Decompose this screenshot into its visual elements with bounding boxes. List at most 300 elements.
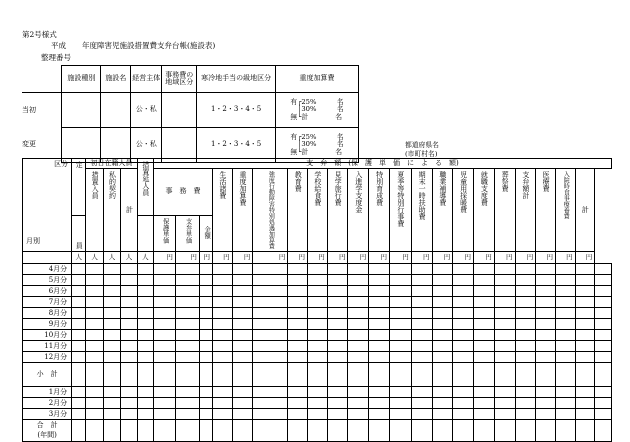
ledger-cell [72,286,86,297]
ledger-cell [515,431,536,442]
ledger-cell [175,409,199,420]
month-label: 5月分 [23,275,72,286]
ledger-cell [72,308,86,319]
ledger-cell [411,308,432,319]
ledger-cell [575,398,595,409]
ledger-cell [369,363,390,387]
cell-change-management: 公・私 [131,128,162,163]
ledger-cell [154,319,176,330]
ledger-cell [369,264,390,275]
ledger-cell [389,398,411,409]
corner-top-label: 区分 [54,160,69,168]
ledger-cell [327,286,348,297]
ledger-cell [369,308,390,319]
severe-bracket-initial: 有┌25% 名 │30% 名 無└計 名 [290,97,344,121]
col-grand-total: 計 [575,169,595,252]
col-severe-add: 重度加算費 [276,66,359,93]
ledger-cell [199,297,212,308]
col-office-pay-price: 支弁単価 [175,216,199,252]
col-school-prep: 入進学支度金 [348,169,369,252]
ledger-cell [494,264,515,275]
ledger-cell [348,308,369,319]
ledger-cell [515,330,536,341]
ledger-cell [348,319,369,330]
ledger-cell [432,286,453,297]
table-row [23,330,612,341]
ledger-cell [555,431,575,442]
ledger-cell [213,308,233,319]
table-row [23,264,612,275]
facility-corner [22,66,62,93]
ledger-cell [453,387,474,398]
ledger-cell [103,409,120,420]
ledger-cell [308,352,328,363]
unit-field-trip: 円 [327,252,348,264]
ledger-cell [232,319,253,330]
ledger-cell [536,319,556,330]
ledger-cell [348,286,369,297]
ledger-cell [103,319,120,330]
ledger-cell [575,319,595,330]
ledger-cell [389,352,411,363]
table-row [23,363,612,387]
ledger-cell [432,341,453,352]
ledger-cell [103,431,120,442]
ledger-cell [232,363,253,387]
ledger-cell [389,420,411,431]
ledger-cell [253,264,288,275]
ledger-cell [432,431,453,442]
ledger-cell [232,297,253,308]
unit-school-prep: 円 [348,252,369,264]
ledger-cell [154,308,176,319]
ledger-cell [72,420,86,431]
ledger-cell [199,431,212,442]
ledger-cell [575,264,595,275]
ledger-cell [575,420,595,431]
ledger-cell [575,341,595,352]
unit-extension: 人 [137,252,153,264]
ledger-cell [103,420,120,431]
ledger-cell [199,264,212,275]
ledger-cell [348,409,369,420]
ledger-cell [137,352,153,363]
ledger-cell [474,264,495,275]
ledger-cell [555,319,575,330]
ledger-cell [137,319,153,330]
ledger-cell [595,297,612,308]
col-severe: 重度加算費 [232,169,253,252]
ledger-cell [288,387,308,398]
ledger-cell [595,319,612,330]
ledger-cell [432,352,453,363]
ledger-cell [253,341,288,352]
ledger-cell [453,363,474,387]
ledger-cell [86,398,103,409]
ledger-cell [348,297,369,308]
ledger-cell [555,330,575,341]
unit-measure: 人 [86,252,103,264]
ledger-cell [595,398,612,409]
ledger-cell [515,387,536,398]
ledger-cell [575,387,595,398]
ledger-cell [536,275,556,286]
ledger-cell [213,363,233,387]
ledger-cell [453,341,474,352]
severe-bracket-change: 有┌25% 名 │30% 名 無└計 名 [290,132,344,156]
ledger-cell [199,420,212,431]
ledger-cell [121,431,137,442]
unit-hospital-meal: 円 [555,252,575,264]
cell-initial-cold-zone: 1・2・3・4・5 [197,93,276,128]
era-label: 平成 [51,41,66,50]
ledger-cell [411,341,432,352]
ledger-cell [121,319,137,330]
ledger-cell [411,387,432,398]
ledger-cell [494,308,515,319]
ledger-cell [536,420,556,431]
ledger-cell [453,409,474,420]
ledger-cell [103,398,120,409]
ledger-cell [253,409,288,420]
ledger-cell [515,363,536,387]
ledger-cell [474,363,495,387]
month-label: 6月分 [23,286,72,297]
ledger-cell [348,398,369,409]
ledger-cell [411,275,432,286]
ledger-cell [432,264,453,275]
ledger-cell [308,275,328,286]
ledger-cell [137,297,153,308]
month-label: 7月分 [23,297,72,308]
ledger-cell [474,286,495,297]
month-label: 12月分 [23,352,72,363]
ledger-cell [121,275,137,286]
ledger-cell [308,286,328,297]
ledger-cell [595,420,612,431]
ledger-cell [86,308,103,319]
ledger-cell [474,352,495,363]
ledger-cell [253,387,288,398]
ledger-cell [494,398,515,409]
ledger-cell [348,363,369,387]
ledger-cell [199,341,212,352]
ledger-cell [308,319,328,330]
ledger-cell [575,352,595,363]
ledger-cell [327,420,348,431]
ledger-cell [515,264,536,275]
table-row [23,431,612,442]
col-enrolled-group: 初日在籍人員 [86,159,137,169]
col-enrolled-total: 計 [121,169,137,252]
ledger-cell [253,330,288,341]
ledger-cell [154,387,176,398]
ledger-cell [453,308,474,319]
ledger-cell [389,308,411,319]
col-education: 教育費 [288,169,308,252]
ledger-cell [555,409,575,420]
table-row [23,420,612,431]
table-row [23,297,612,308]
ledger-cell [369,420,390,431]
unit-term-end: 円 [411,252,432,264]
ledger-cell [288,420,308,431]
ledger-cell [327,409,348,420]
ledger-cell [348,431,369,442]
month-label: 3月分 [23,409,72,420]
ledger-cell [453,431,474,442]
ledger-cell [308,420,328,431]
ledger-cell [288,363,308,387]
month-rows [23,264,612,442]
ledger-cell [432,319,453,330]
ledger-cell [175,363,199,387]
ledger-cell [555,352,575,363]
unit-corner [23,252,72,264]
ledger-cell [595,264,612,275]
ledger-cell [555,275,575,286]
ledger-cell [536,363,556,387]
ledger-cell [175,420,199,431]
ledger-cell [253,420,288,431]
ledger-cell [232,398,253,409]
ledger-cell [348,330,369,341]
ledger-cell [103,352,120,363]
ledger-cell [327,387,348,398]
ledger-cell [213,275,233,286]
ledger-cell [213,341,233,352]
ledger-cell [154,275,176,286]
ledger-cell [348,275,369,286]
ledger-cell [389,264,411,275]
ledger-cell [453,398,474,409]
ledger-cell [432,387,453,398]
ledger-cell [288,308,308,319]
ledger-cell [515,409,536,420]
ledger-cell [308,363,328,387]
ledger-cell [288,431,308,442]
unit-school-lunch: 円 [308,252,328,264]
month-label: 10月分 [23,330,72,341]
ledger-cell [232,409,253,420]
col-pay-group: 支 弁 額 (保 護 単 価 に よ る 額) [154,159,612,169]
table-row [23,409,612,420]
ledger-cell [86,319,103,330]
col-behavior: 強度行動障害特別処遇加算費 [253,169,288,252]
prefecture-label: 都道府県名 [405,141,439,149]
ledger-cell [453,264,474,275]
ledger-cell [103,286,120,297]
table-row [23,398,612,409]
ledger-cell [308,387,328,398]
ledger-cell [86,286,103,297]
ledger-cell [288,341,308,352]
ledger-cell [515,275,536,286]
ledger-cell [536,286,556,297]
ledger-cell [595,363,612,387]
unit-special-care: 円 [369,252,390,264]
col-school-lunch: 学校給食費 [308,169,328,252]
ledger-cell [369,431,390,442]
document-title: 年度障害児施設措置費支弁台帳(施設表) [82,41,216,50]
ledger-cell [199,409,212,420]
ledger-cell [474,387,495,398]
ledger-cell [72,297,86,308]
ledger-cell [432,420,453,431]
ledger-cell [575,275,595,286]
col-fixed-unit: 員 [72,216,86,252]
ledger-cell [327,330,348,341]
ledger-cell [327,363,348,387]
cell-change-cold-zone: 1・2・3・4・5 [197,128,276,163]
month-label: 11月分 [23,341,72,352]
ledger-cell [595,308,612,319]
cell-initial-name [101,93,131,128]
ledger-cell [213,264,233,275]
ledger-cell [213,330,233,341]
ledger-cell [515,319,536,330]
table-row [23,286,612,297]
ledger-cell [72,363,86,387]
ledger-cell [555,286,575,297]
ledger-cell [327,352,348,363]
cell-initial-management: 公・私 [131,93,162,128]
ledger-cell [432,363,453,387]
ledger-cell [288,330,308,341]
ledger-cell [555,297,575,308]
ledger-cell [175,352,199,363]
ledger-cell [453,286,474,297]
col-heating: 児童用採暖費 [453,169,474,252]
ledger-cell [453,420,474,431]
ledger-cell [432,409,453,420]
col-employment: 就職支度費 [474,169,495,252]
ledger-cell [308,308,328,319]
corner-bottom-label: 月別 [26,237,40,245]
unit-funeral: 円 [494,252,515,264]
ledger-cell [348,264,369,275]
ledger-cell [536,308,556,319]
ledger-cell [253,363,288,387]
ledger-cell [86,431,103,442]
ledger-cell [137,264,153,275]
ledger-cell [575,308,595,319]
col-facility-type: 施設種別 [62,66,101,93]
ledger-cell [575,409,595,420]
col-summer-event: 夏季等特別行事費 [389,169,411,252]
ledger-cell [213,431,233,442]
row-initial-label: 当初 [22,93,62,128]
ledger-cell [175,286,199,297]
ledger-cell [474,319,495,330]
ledger-cell [103,308,120,319]
ledger-cell [86,387,103,398]
ledger-cell [86,341,103,352]
ledger-cell [154,398,176,409]
ledger-cell [288,264,308,275]
ledger-cell [137,431,153,442]
ledger-cell [411,330,432,341]
ledger-cell [103,275,120,286]
ledger-cell [175,341,199,352]
ledger-cell [175,264,199,275]
ledger-cell [369,352,390,363]
ledger-cell [389,286,411,297]
ledger-cell [154,363,176,387]
ledger-cell [72,319,86,330]
municipality-label: (市町村名) [405,150,438,158]
ledger-cell [327,275,348,286]
ledger-cell [121,297,137,308]
ledger-cell [86,409,103,420]
ledger-cell [232,431,253,442]
ledger-cell [175,275,199,286]
ledger-cell [515,352,536,363]
ledger-cell [175,308,199,319]
ledger-cell [137,275,153,286]
ledger-cell [515,308,536,319]
col-extension: 措置延人員 [137,159,153,216]
table-row [23,341,612,352]
table-row [23,275,612,286]
ledger-cell [453,352,474,363]
ledger-cell [103,341,120,352]
ledger-cell [327,319,348,330]
ledger-cell [199,275,212,286]
ledger-cell [232,286,253,297]
ledger-cell [253,319,288,330]
ledger-cell [232,420,253,431]
ledger-cell [515,286,536,297]
ledger-cell [575,297,595,308]
ledger-cell [595,275,612,286]
unit-grand-total: 円 [575,252,595,264]
ledger-cell [72,352,86,363]
ledger-cell [213,387,233,398]
col-office-region: 事務費の地域区分 [162,66,197,93]
ledger-cell [474,341,495,352]
ledger-cell [536,264,556,275]
ledger-cell [137,398,153,409]
ledger-cell [369,330,390,341]
ledger-cell [327,341,348,352]
ledger-cell [411,352,432,363]
ledger-cell [432,297,453,308]
col-pay-total: 支弁額計 [515,169,536,252]
ledger-cell [308,264,328,275]
col-office-unit-price: 保護単価 [154,216,176,252]
ledger-cell [232,264,253,275]
ledger-cell [308,330,328,341]
ledger-cell [575,363,595,387]
reference-number-label: 整理番号 [41,53,71,62]
table-row [23,387,612,398]
ledger-cell [213,420,233,431]
ledger-cell [432,275,453,286]
ledger-cell [369,319,390,330]
ledger-cell [369,409,390,420]
unit-office-price: 円 [154,252,176,264]
ledger-cell [536,330,556,341]
ledger-cell [555,387,575,398]
ledger-cell [288,297,308,308]
ledger-cell [411,363,432,387]
ledger-cell [121,387,137,398]
col-hospital-meal: 入院時食事療養費 [555,169,575,252]
ledger-cell [474,420,495,431]
ledger-cell [72,409,86,420]
ledger-cell [121,398,137,409]
